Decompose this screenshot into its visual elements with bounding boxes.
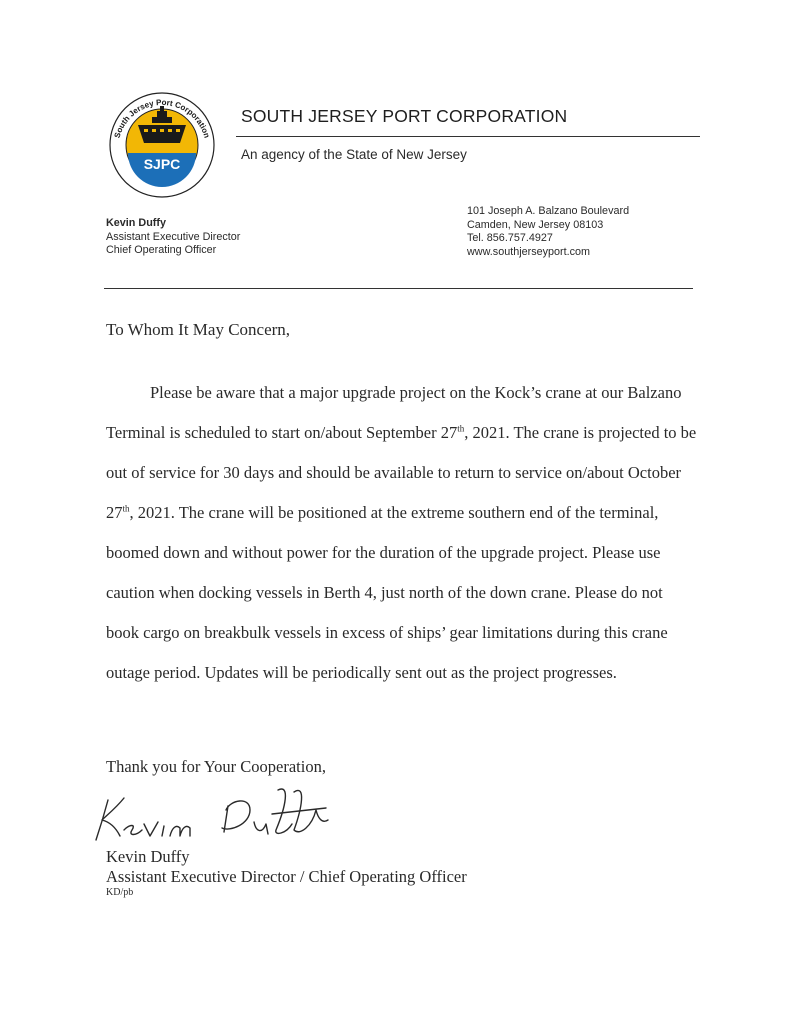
letter-body: [106, 373, 698, 693]
sender-title-1: Assistant Executive Director: [106, 230, 241, 243]
address-street: 101 Joseph A. Balzano Boulevard: [467, 205, 630, 217]
logo-ring-text: South Jersey Port Corporation: [112, 97, 212, 140]
sjpc-logo: [100, 87, 224, 199]
org-name: SOUTH JERSEY PORT CORPORATION: [241, 106, 568, 126]
body-paragraph: Please be aware that a major upgrade project on the Kock’s crane at our Balzano Terminal is scheduled to start on/about September 27th, 2021. The crane is projected to be out of service for 30 days and should be available to return to service on/about October 27th, 2021. The crane will be positioned at the extreme southern end of the terminal, boomed down and without power for the duration of the upgrade project. Please use caution when docking vessels in Berth 4, just north of the down crane. Please do not book cargo on breakbulk vessels in excess of ships’ gear limitations during this crane outage period. Updates will be periodically sent out as the project progresses.: [106, 383, 697, 682]
signer-block: [106, 847, 467, 887]
sender-name: Kevin Duffy: [106, 217, 166, 229]
address-city: Camden, New Jersey 08103: [467, 218, 604, 231]
header-divider: [104, 288, 693, 289]
address-website: www.southjerseyport.com: [467, 245, 591, 258]
signer-title: Assistant Executive Director / Chief Operating Officer: [106, 867, 467, 886]
logo-monogram: SJPC: [143, 156, 181, 172]
salutation: To Whom It May Concern,: [106, 320, 291, 339]
sender-block: [106, 217, 240, 258]
typist-initials: KD/pb: [106, 887, 134, 898]
sender-title-2: Chief Operating Officer: [106, 244, 217, 256]
address-block: [467, 205, 629, 259]
signer-name: Kevin Duffy: [106, 847, 190, 866]
closing: Thank you for Your Cooperation,: [106, 757, 326, 776]
org-tagline: An agency of the State of New Jersey: [241, 147, 467, 162]
letterhead-divider: [236, 136, 700, 137]
address-phone: Tel. 856.757.4927: [467, 232, 553, 244]
handwritten-signature: [90, 770, 360, 850]
